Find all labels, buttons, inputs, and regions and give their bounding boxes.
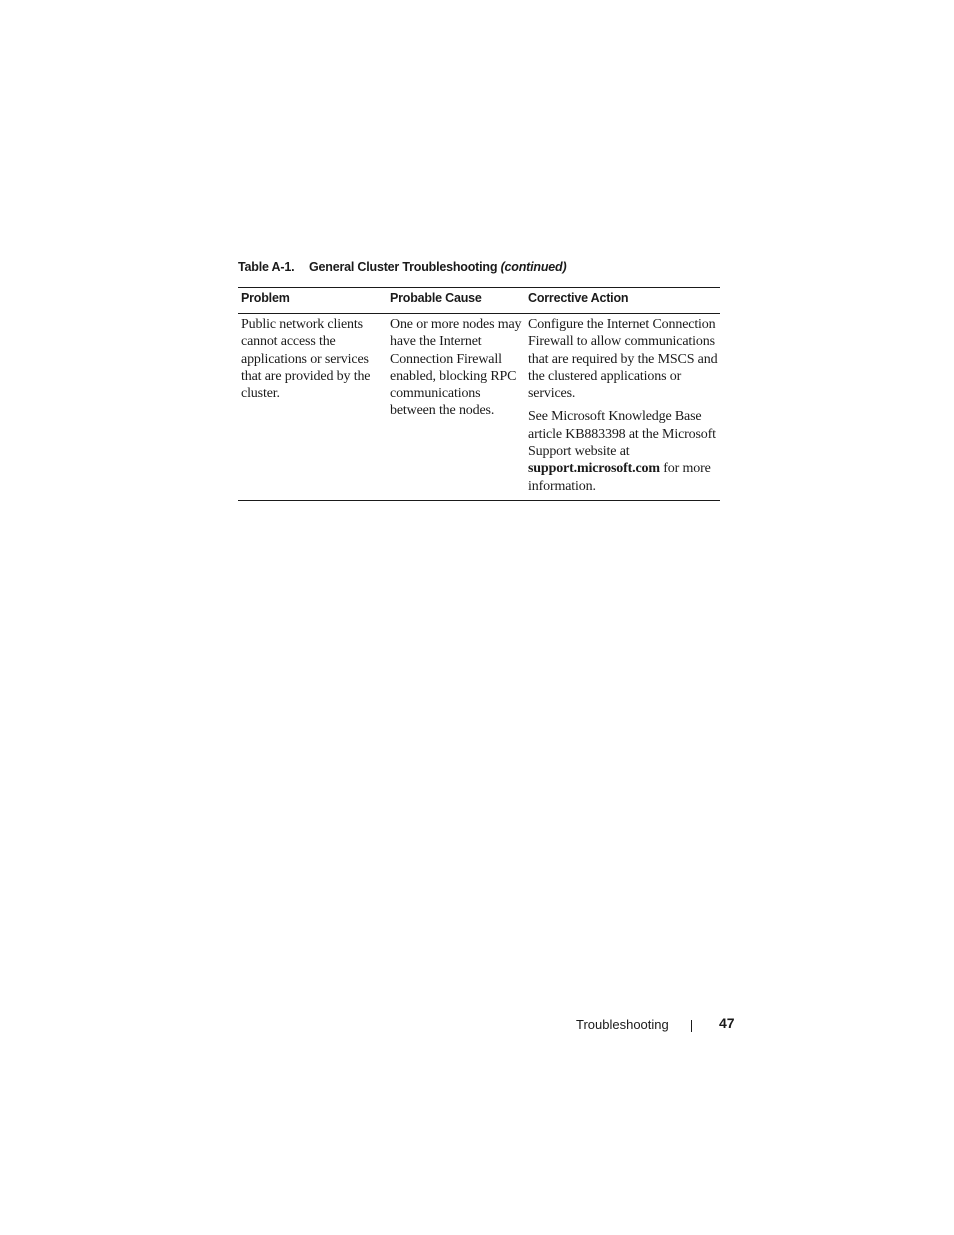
problem-text: Public network clients cannot access the applications or services that are provided by the cluster. [241,317,371,402]
table-continued-label: (continued) [500,260,567,274]
support-website-link: support.microsoft.com [528,461,660,477]
page-number: 47 [719,1015,735,1031]
table-number: Table A-1. [238,260,295,274]
table-title: General Cluster Troubleshooting [309,260,498,274]
kb-reference-suffix: for more information. [528,461,711,494]
troubleshooting-table [238,287,720,501]
table-row [238,314,720,500]
footer-divider [691,1020,692,1032]
footer-section-title: Troubleshooting [576,1017,669,1032]
column-header-problem: Problem [241,291,290,305]
corrective-action-cell [525,316,720,495]
page-footer [576,1015,736,1035]
probable-cause-cell [387,316,525,495]
kb-reference-text: See Microsoft Knowledge Base article KB883398 at the Microsoft Support website at [528,409,716,460]
table-header-row [238,288,720,314]
problem-cell [238,316,387,495]
column-header-probable-cause: Probable Cause [390,291,482,305]
column-header-corrective-action: Corrective Action [528,291,629,305]
table-caption [238,260,566,274]
kb-reference-paragraph [528,408,720,494]
corrective-action-paragraph: Configure the Internet Connection Firewall to allow communications that are required by the MSCS and the clustered applications or services. [528,317,718,402]
probable-cause-text: One or more nodes may have the Internet Connection Firewall enabled, blocking RPC communications between the nodes. [390,317,522,419]
